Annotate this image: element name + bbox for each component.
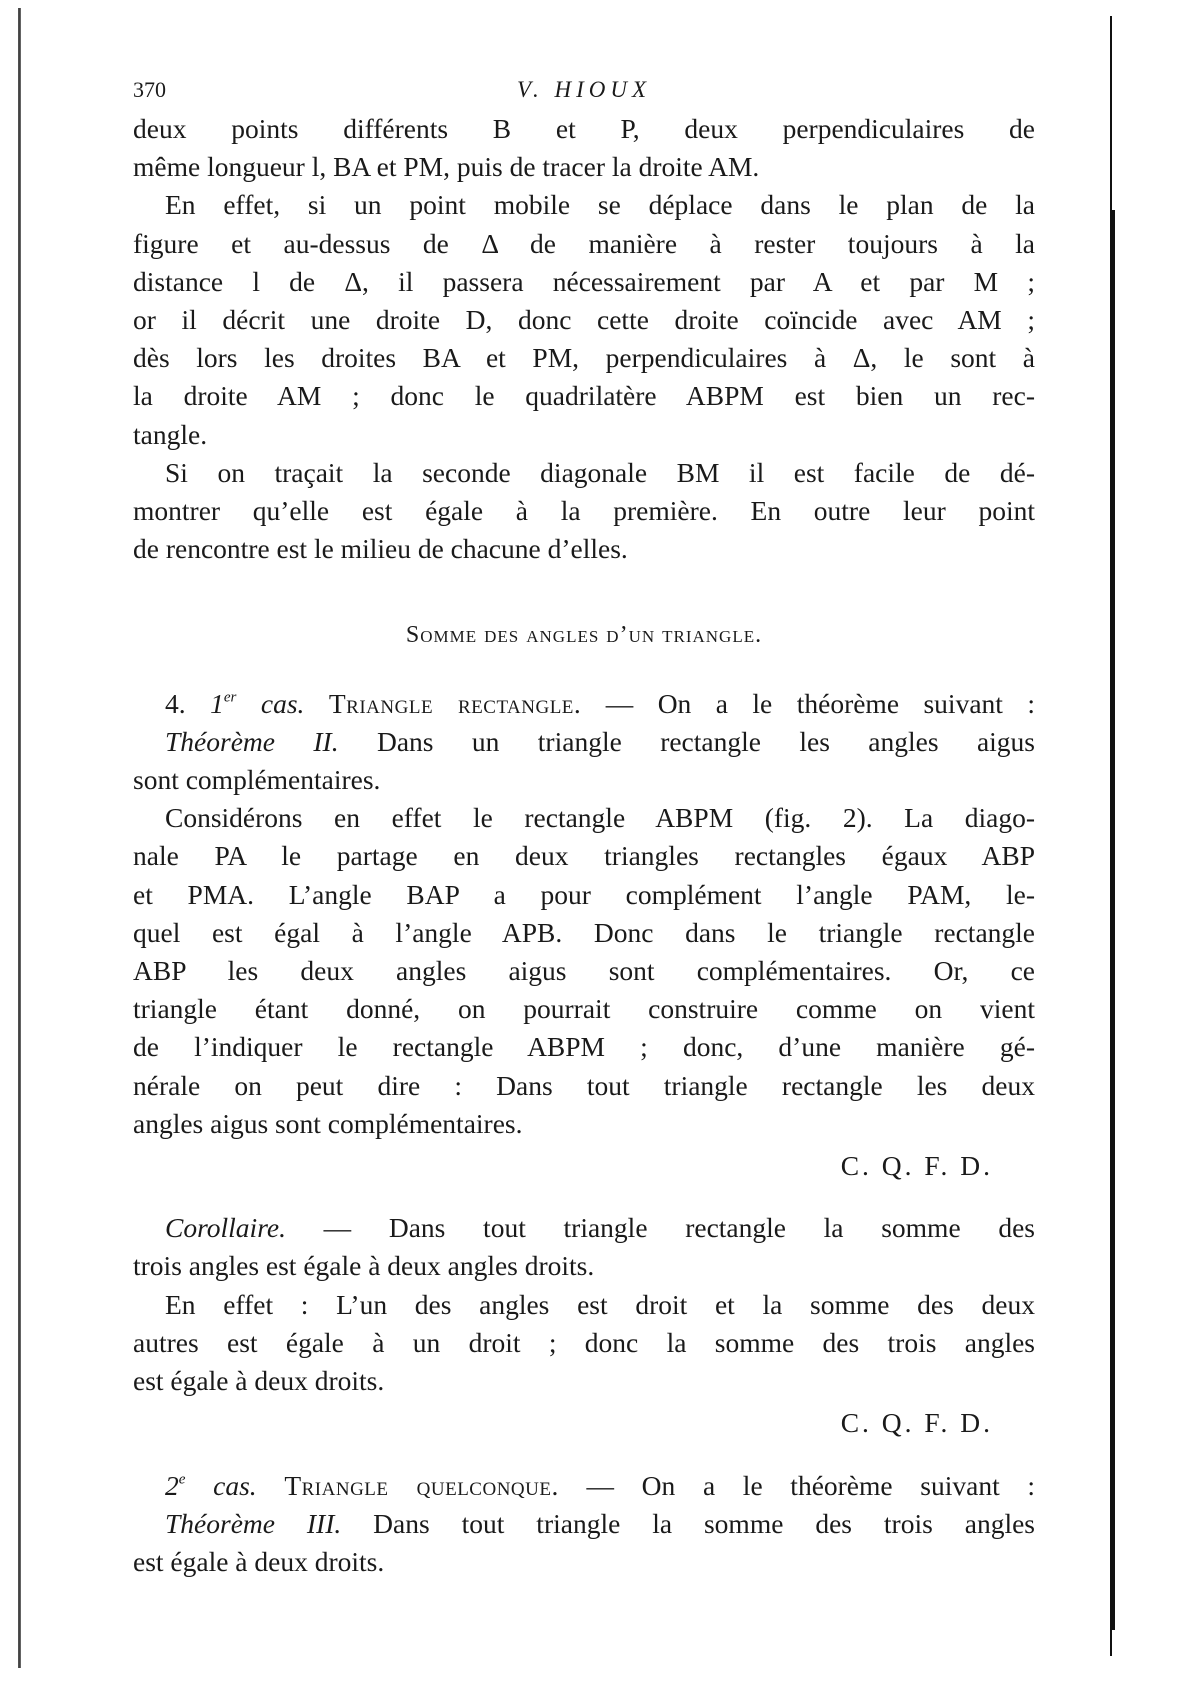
running-head [133,70,1035,110]
cqfd-mark: C. Q. F. D. [840,1407,993,1439]
text-line: nérale on peut dire : Dans tout triangle rectangle les deux [133,1069,1035,1101]
text-line: ABP les deux angles aigus sont complémentaires. Or, ce [133,955,1035,987]
case-title: Triangle quelconque. [284,1469,559,1501]
text-line: figure et au-dessus de Δ de manière à rester toujours à la [133,227,1035,259]
text-line: angles aigus sont complémentaires. [133,1107,523,1139]
text-line: deux points différents B et P, deux perpendiculaires de [133,113,1035,144]
running-title: V. HIOUX [516,77,652,102]
text-line: trois angles est égale à deux angles droits. [133,1250,595,1282]
case-1-heading [133,685,1035,723]
paragraph-en-effet-2 [133,1286,1035,1401]
text-line: sont complémentaires. [133,764,381,796]
theorem-2 [133,723,1035,799]
text-line: Théorème III. Dans tout triangle la somme des trois angles [165,1507,1035,1539]
paragraph-considerons [133,799,1035,1143]
text-line: même longueur l, BA et PM, puis de tracer la droite AM. [133,151,760,183]
case-2-heading [133,1467,1035,1505]
text-line: En effet, si un point mobile se déplace dans le plan de la [165,189,1035,221]
text-line: Considérons en effet le rectangle ABPM (fig. 2). La diago- [165,802,1035,834]
text-line: autres est égale à un droit ; donc la somme des trois angles [133,1326,1035,1358]
paragraph-en-effet [133,186,1035,453]
text-line: or il décrit une droite D, donc cette droite coïncide avec AM ; [133,304,1035,336]
theorem-3 [133,1505,1035,1581]
text-line: triangle étant donné, on pourrait construire comme on vient [133,993,1035,1025]
text-line: montrer qu’elle est égale à la première. En outre leur point [133,495,1035,527]
text-line: est égale à deux droits. [133,1545,385,1577]
case-title: Triangle rectangle. [328,687,582,719]
section-heading: Somme des angles d’un triangle. [405,622,763,649]
theorem-label: Théorème II. [165,725,339,757]
corollary [133,1209,1035,1285]
article-number: 4. [165,687,186,719]
case-ordinal: 2e cas. [165,1469,257,1501]
text-line: 2e cas. Triangle quelconque. — On a le théorème suivant : [165,1469,1035,1501]
corollary-label: Corollaire. [165,1212,286,1244]
scan-edge-right-shadow [1112,210,1115,1630]
text-line: distance l de Δ, il passera nécessairement par A et par M ; [133,265,1035,297]
text-line: de l’indiquer le rectangle ABPM ; donc, d’une manière gé- [133,1031,1035,1063]
cqfd-mark: C. Q. F. D. [840,1150,993,1182]
text-line: tangle. [133,418,208,450]
scan-edge-left [18,8,21,1668]
text-line: et PMA. L’angle BAP a pour complément l’angle PAM, le- [133,878,1035,910]
text-line: Si on traçait la seconde diagonale BM il est facile de dé- [165,456,1035,488]
text-line: Corollaire. — Dans tout triangle rectangle la somme des [165,1212,1035,1244]
theorem-label: Théorème III. [165,1507,342,1539]
case-ordinal: 1er cas. [210,687,305,719]
paragraph-continuation [133,110,1035,186]
text-line: nale PA le partage en deux triangles rectangles égaux ABP [133,840,1035,872]
text-line: dès lors les droites BA et PM, perpendiculaires à Δ, le sont à [133,342,1035,374]
text-line: Théorème II. Dans un triangle rectangle les angles aigus [165,725,1036,757]
book-page [133,70,1035,1581]
text-line: En effet : L’un des angles est droit et la somme des deux [165,1288,1035,1320]
text-line: de rencontre est le milieu de chacune d’elles. [133,533,628,565]
text-line: la droite AM ; donc le quadrilatère ABPM est bien un rec- [133,380,1035,412]
paragraph-seconde-diagonale [133,454,1035,569]
text-line: est égale à deux droits. [133,1365,385,1397]
text-line: quel est égal à l’angle APB. Donc dans le triangle rectangle [133,916,1035,948]
text-line: 4. 1er cas. Triangle rectangle. — On a le théorème suivant : [165,687,1036,719]
page-number: 370 [133,77,166,102]
